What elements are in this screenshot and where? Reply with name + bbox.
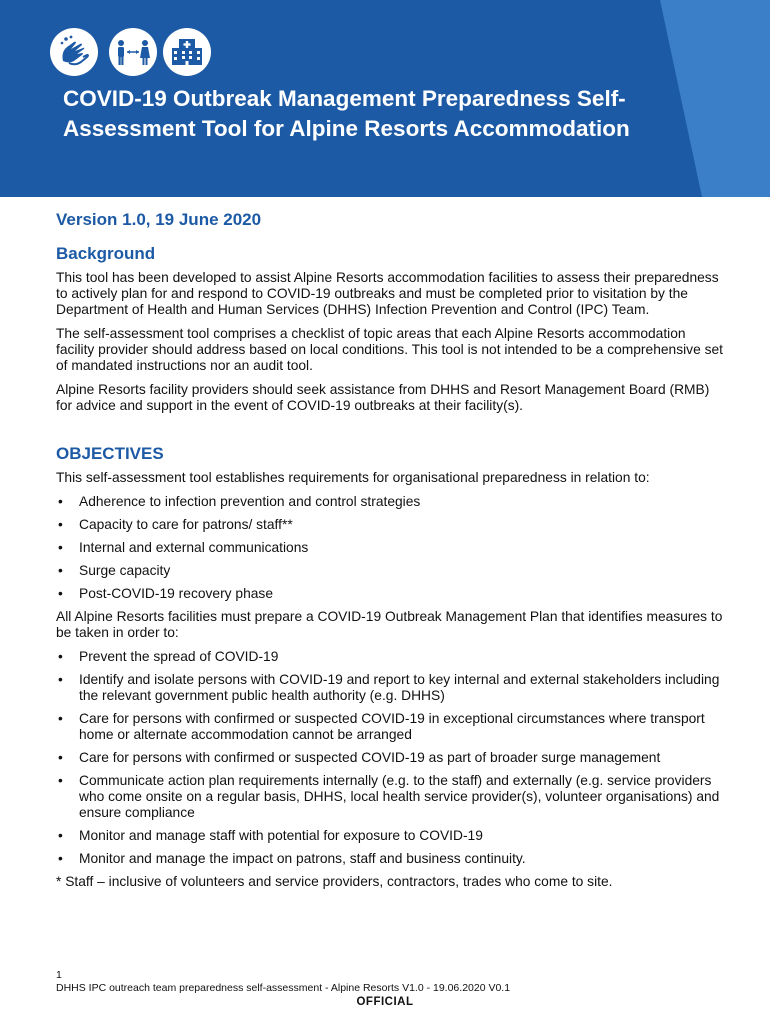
list-item: • Monitor and manage the impact on patrons, staff and business continuity. [56, 851, 724, 867]
list-item: • Care for persons with confirmed or suspected COVID-19 as part of broader surge management [56, 750, 724, 766]
page-number: 1 [56, 969, 62, 981]
document-body [56, 210, 724, 898]
document-title: COVID-19 Outbreak Management Preparedness Self-Assessment Tool for Alpine Resorts Accommodation [63, 86, 630, 141]
staff-footnote: * Staff – inclusive of volunteers and service providers, contractors, trades who come to site. [56, 874, 613, 889]
list-item: • Identify and isolate persons with COVID-19 and report to key internal and external stakeholders including the relevant government public health authority (e.g. DHHS) [56, 672, 724, 704]
handwashing-icon [50, 28, 98, 76]
list-item: • Prevent the spread of COVID-19 [56, 649, 724, 665]
outbreak-plan-intro: All Alpine Resorts facilities must prepare a COVID-19 Outbreak Management Plan that identifies measures to be taken in order to: [56, 609, 723, 640]
outbreak-measures-list [56, 649, 724, 867]
background-paragraph: This tool has been developed to assist Alpine Resorts accommodation facilities to assess their preparedness to actively plan for and respond to COVID-19 outbreaks and must be completed prior to visitation by the Department of Health and Human Services (DHHS) Infection Prevention and Control (IPC) Team. [56, 270, 719, 317]
list-item: • Monitor and manage staff with potential for exposure to COVID-19 [56, 828, 724, 844]
page-footer [56, 969, 724, 995]
background-paragraph: The self-assessment tool comprises a checklist of topic areas that each Alpine Resorts accommodation facility provider should address based on local conditions. This tool is not intended to be a comprehensive set of mandated instructions nor an audit tool. [56, 326, 723, 373]
objectives-intro: This self-assessment tool establishes requirements for organisational preparedness in relation to: [56, 470, 650, 485]
list-item: • Communicate action plan requirements internally (e.g. to the staff) and externally (e.g. service providers who come onsite on a regular basis, DHHS, local health service provider(s), volunteer organisations) and ensure compliance [56, 773, 724, 821]
list-item: • Internal and external communications [56, 540, 724, 556]
list-item: • Capacity to care for patrons/ staff** [56, 517, 724, 533]
preparedness-areas-list [56, 494, 724, 602]
background-paragraph: Alpine Resorts facility providers should seek assistance from DHHS and Resort Management Board (RMB) for advice and support in the event of COVID-19 outbreaks at their facility(s). [56, 382, 710, 413]
list-item: • Post-COVID-19 recovery phase [56, 586, 724, 602]
version-line: Version 1.0, 19 June 2020 [56, 210, 262, 229]
objectives-heading: OBJECTIVES [56, 444, 164, 463]
footer-text: DHHS IPC outreach team preparedness self-assessment - Alpine Resorts V1.0 - 19.06.2020 V0.1 [56, 982, 511, 994]
header-banner [0, 0, 770, 197]
hospital-icon [163, 28, 211, 76]
list-item: • Surge capacity [56, 563, 724, 579]
background-heading: Background [56, 244, 156, 263]
classification-label: OFFICIAL [356, 996, 414, 1008]
physical-distancing-icon [109, 28, 157, 76]
list-item: • Adherence to infection prevention and control strategies [56, 494, 724, 510]
list-item: • Care for persons with confirmed or suspected COVID-19 in exceptional circumstances where transport home or alternate accommodation cannot be arranged [56, 711, 724, 743]
